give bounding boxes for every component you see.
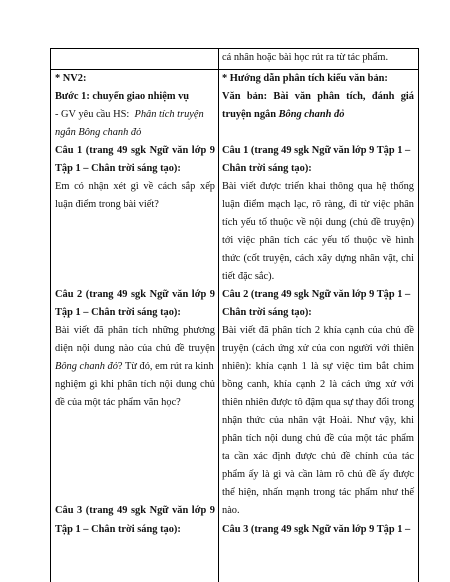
a3-heading-line1: Câu 3 (trang 49 sgk Ngữ văn lớp 9 Tập 1 –	[222, 524, 411, 535]
a2-text-line3: nhiên): khía cạnh 1 là sự việc tìm bắt chim	[222, 361, 414, 372]
a2-text-line10: thể hiện, nhấn mạnh trong tác phẩm như thế	[222, 487, 414, 498]
a2-text-line5: thiên nhiên được tô đậm qua sự thay đổi trong	[222, 397, 414, 408]
a2-text-line1: Bài viết đã phân tích 2 khía cạnh của chủ đề	[222, 325, 414, 336]
a1-heading-line1: Câu 1 (trang 49 sgk Ngữ văn lớp 9 Tập 1 –	[222, 145, 411, 156]
a2-text-line6: nhận thức của nhân vật Hoài. Như vậy, khi	[222, 415, 414, 426]
a1-text-line1: Bài viết được triển khai thông qua hệ thống	[222, 181, 414, 192]
a1-text-line6: tiết đặc sắc).	[222, 271, 275, 282]
text-title-line1: Văn bản: Bài văn phân tích, đánh giá	[222, 91, 414, 102]
q2-heading-line1: Câu 2 (trang 49 sgk Ngữ văn lớp 9	[55, 289, 215, 300]
a2-text-line11: nào.	[222, 505, 240, 516]
a2-text-line4: bồng canh, khía cạnh 2 là cách ứng xử với	[222, 379, 414, 390]
a1-heading-line2: Chân trời sáng tạo):	[222, 163, 312, 174]
analysis-guide-heading: * Hướng dẫn phân tích kiểu văn bản:	[222, 73, 388, 84]
gv-task-prefix: - GV yêu cầu HS:	[55, 109, 130, 120]
nv2-label: * NV2:	[55, 73, 87, 84]
q1-heading-line2: Tập 1 – Chân trời sáng tạo):	[55, 163, 181, 174]
q3-heading-line1: Câu 3 (trang 49 sgk Ngữ văn lớp 9	[55, 505, 215, 516]
a1-text-line3: tích yếu tố thuộc về nội dung (chủ đề truyện)	[222, 217, 414, 228]
a2-heading-line1: Câu 2 (trang 49 sgk Ngữ văn lớp 9 Tập 1 –	[222, 289, 411, 300]
q2-story-title: Bông chanh đỏ	[55, 361, 118, 372]
q2-text-line5: đề của một tác phẩm văn học?	[55, 397, 181, 408]
a1-text-line5: thức (cốt truyện, cách xây dựng nhân vật, chi	[222, 253, 414, 264]
q2-text-line1: Bài viết đã phân tích những phương	[55, 325, 215, 336]
q2-text-line3-rest: ? Từ đó, em rút ra kinh	[117, 361, 214, 372]
text-title-prefix: truyện ngắn	[222, 109, 276, 120]
a2-text-line7: phân tích nội dung chủ đề của một tác phẩm	[222, 433, 414, 444]
a2-text-line8: ta cần xác định được chủ đề chính của tác	[222, 451, 414, 462]
gv-task-line2: ngắn Bông chanh đỏ	[55, 127, 142, 138]
q1-text-line2: luận điểm trong bài viết?	[55, 199, 159, 210]
q1-text-line1: Em có nhận xét gì về cách sắp xếp	[55, 181, 215, 192]
q1-heading-line1: Câu 1 (trang 49 sgk Ngữ văn lớp 9	[55, 145, 215, 156]
table-column-divider	[218, 48, 219, 582]
step1-heading: Bước 1: chuyển giao nhiệm vụ	[55, 91, 190, 102]
a2-text-line2: truyện (cách ứng xử của con người với thiên	[222, 343, 414, 354]
q3-heading-line2: Tập 1 – Chân trời sáng tạo):	[55, 524, 181, 535]
q2-text-line2: diện nội dung nào của chủ đề truyện	[55, 343, 215, 354]
a2-heading-line2: Chân trời sáng tạo):	[222, 307, 312, 318]
q2-heading-line2: Tập 1 – Chân trời sáng tạo):	[55, 307, 181, 318]
q2-text-line3	[55, 358, 214, 376]
gv-task-italic: Phân tích truyện	[134, 109, 204, 120]
top-right-text: cá nhân hoặc bài học rút ra từ tác phẩm.	[222, 52, 389, 63]
a1-text-line2: luận điểm mạch lạc, rõ ràng, đi từ việc phân	[222, 199, 414, 210]
story-title: Bông chanh đỏ	[278, 109, 345, 120]
a2-text-line9: phẩm ấy là gì và cần làm rõ chủ đề ấy được	[222, 469, 414, 480]
q2-text-line4: nghiệm gì khi phân tích nội dung chủ	[55, 379, 215, 390]
a1-text-line4: tới việc phân tích các yếu tố thuộc về hình	[222, 235, 414, 246]
gv-task-line1	[55, 106, 204, 124]
text-title-line2	[222, 106, 344, 124]
